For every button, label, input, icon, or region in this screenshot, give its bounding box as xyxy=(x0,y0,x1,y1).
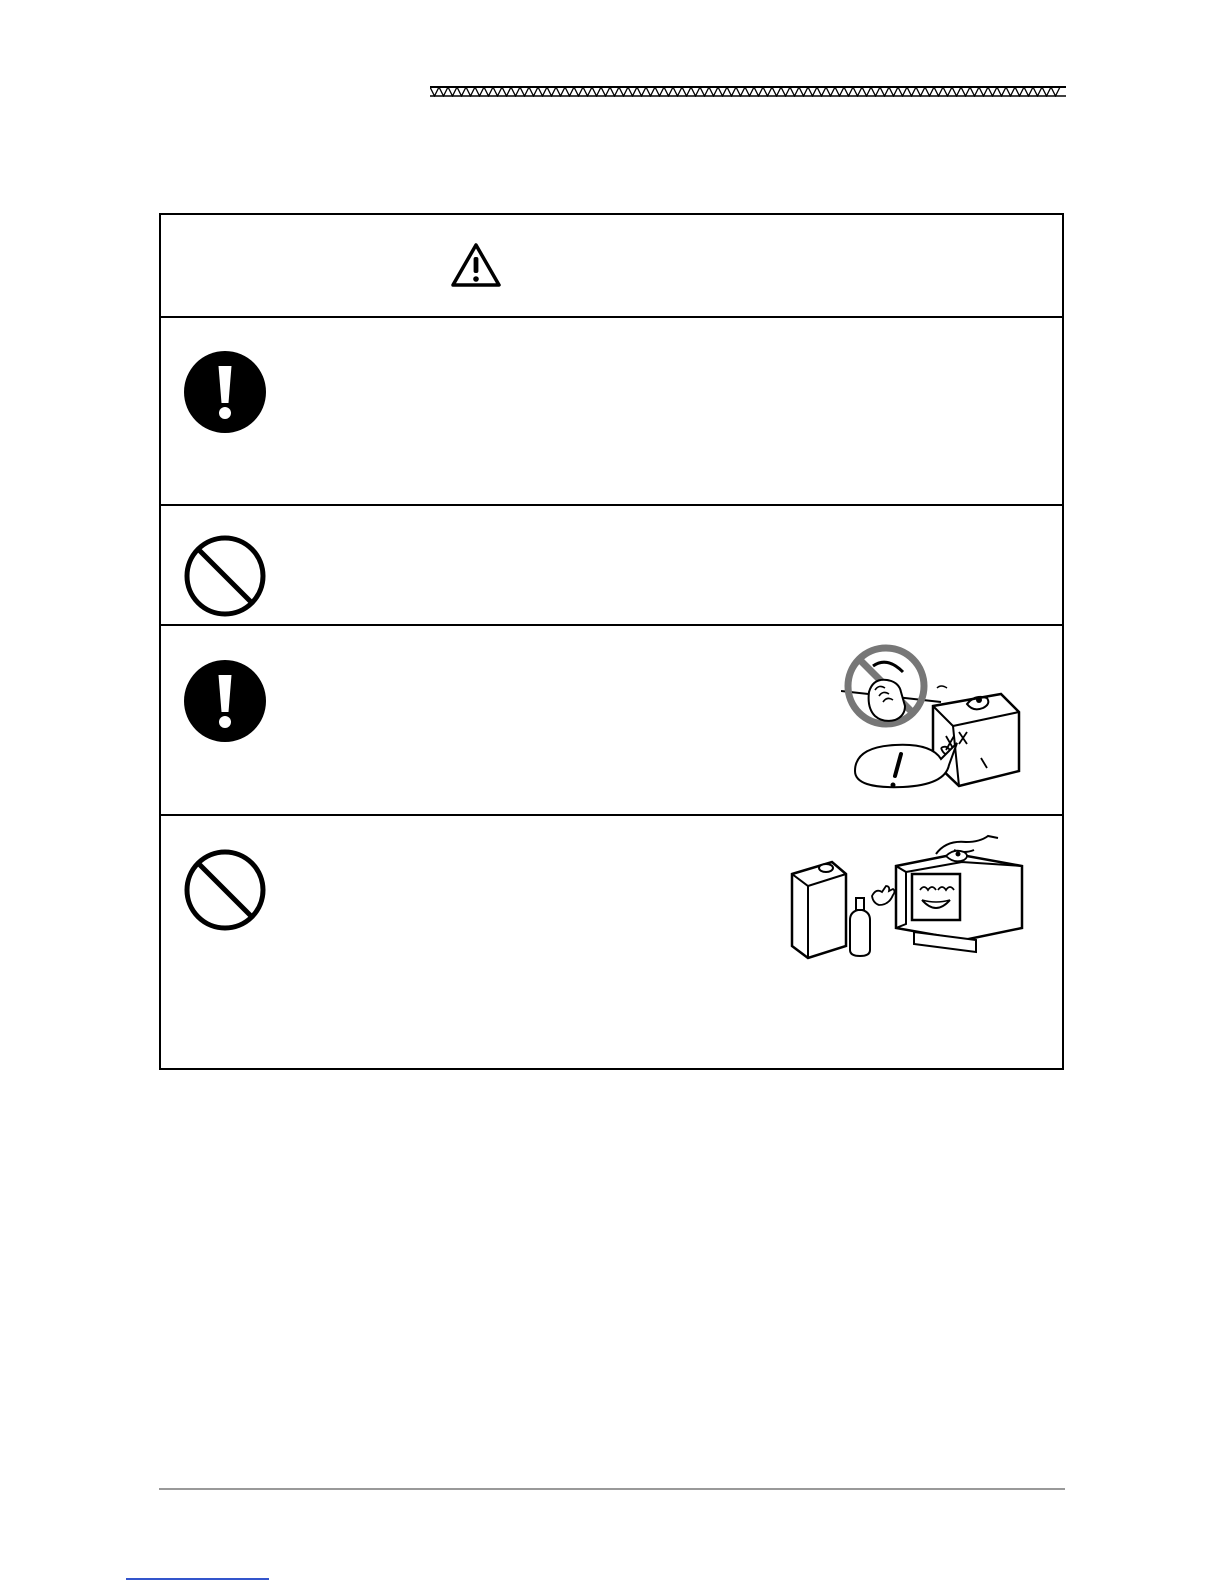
band-triangle xyxy=(961,87,970,96)
band-triangle xyxy=(682,87,691,96)
band-triangle xyxy=(556,87,565,96)
no-pulling-cord-illustration xyxy=(841,636,1041,806)
band-triangle xyxy=(907,87,916,96)
band-triangle xyxy=(628,87,637,96)
section-mandatory-1 xyxy=(161,316,1062,506)
mandatory-action-icon xyxy=(183,659,267,743)
band-triangle xyxy=(520,87,529,96)
band-triangle xyxy=(979,87,988,96)
band-triangle xyxy=(457,87,466,96)
band-triangle xyxy=(502,87,511,96)
band-triangle xyxy=(844,87,853,96)
band-triangle xyxy=(484,87,493,96)
prohibited-icon xyxy=(183,848,267,932)
band-triangle xyxy=(853,87,862,96)
band-triangle xyxy=(880,87,889,96)
band-triangle xyxy=(1006,87,1015,96)
band-triangle xyxy=(763,87,772,96)
caution-header xyxy=(161,215,1062,318)
band-triangle xyxy=(889,87,898,96)
band-triangle xyxy=(952,87,961,96)
band-triangle xyxy=(1033,87,1042,96)
band-triangle xyxy=(916,87,925,96)
band-triangle xyxy=(817,87,826,96)
band-triangle xyxy=(637,87,646,96)
band-triangle xyxy=(808,87,817,96)
no-solvent-cleaning-illustration xyxy=(786,828,1036,963)
band-triangle xyxy=(835,87,844,96)
band-triangle xyxy=(430,87,439,96)
band-triangle xyxy=(439,87,448,96)
band-triangle xyxy=(709,87,718,96)
mandatory-action-icon xyxy=(183,350,267,434)
band-triangle xyxy=(943,87,952,96)
band-triangle xyxy=(475,87,484,96)
band-triangle xyxy=(718,87,727,96)
decorative-triangle-band xyxy=(430,86,1066,97)
band-triangle xyxy=(619,87,628,96)
band-triangle xyxy=(583,87,592,96)
band-triangle xyxy=(691,87,700,96)
band-triangle xyxy=(1024,87,1033,96)
band-triangle xyxy=(565,87,574,96)
band-triangle xyxy=(601,87,610,96)
section-prohibited-1 xyxy=(161,506,1062,626)
band-triangle xyxy=(736,87,745,96)
band-triangle xyxy=(700,87,709,96)
band-triangle xyxy=(898,87,907,96)
band-triangle xyxy=(772,87,781,96)
footer-rule xyxy=(159,1488,1065,1490)
band-triangle xyxy=(529,87,538,96)
band-triangle xyxy=(754,87,763,96)
band-triangle xyxy=(997,87,1006,96)
band-triangle xyxy=(547,87,556,96)
band-triangle xyxy=(871,87,880,96)
band-triangle xyxy=(925,87,934,96)
band-triangle xyxy=(862,87,871,96)
band-triangle xyxy=(538,87,547,96)
band-triangle xyxy=(799,87,808,96)
band-triangle xyxy=(655,87,664,96)
band-triangle xyxy=(790,87,799,96)
prohibited-icon xyxy=(183,534,267,618)
section-prohibited-2 xyxy=(161,816,1062,1068)
band-triangle xyxy=(610,87,619,96)
band-triangle xyxy=(448,87,457,96)
band-triangle xyxy=(673,87,682,96)
band-triangle xyxy=(781,87,790,96)
band-triangle xyxy=(466,87,475,96)
band-triangle xyxy=(592,87,601,96)
caution-triangle-icon xyxy=(450,242,502,288)
corner-mark xyxy=(126,1578,269,1580)
section-mandatory-2 xyxy=(161,626,1062,816)
band-triangle xyxy=(1042,87,1051,96)
band-triangle xyxy=(727,87,736,96)
band-triangle xyxy=(826,87,835,96)
band-triangle xyxy=(574,87,583,96)
band-triangle xyxy=(988,87,997,96)
caution-box xyxy=(159,213,1064,1070)
band-triangle xyxy=(646,87,655,96)
band-triangle xyxy=(493,87,502,96)
band-triangle xyxy=(1015,87,1024,96)
band-triangle xyxy=(970,87,979,96)
band-triangle xyxy=(1051,87,1060,96)
band-triangle xyxy=(664,87,673,96)
band-triangle xyxy=(745,87,754,96)
band-triangle xyxy=(934,87,943,96)
band-triangle xyxy=(511,87,520,96)
